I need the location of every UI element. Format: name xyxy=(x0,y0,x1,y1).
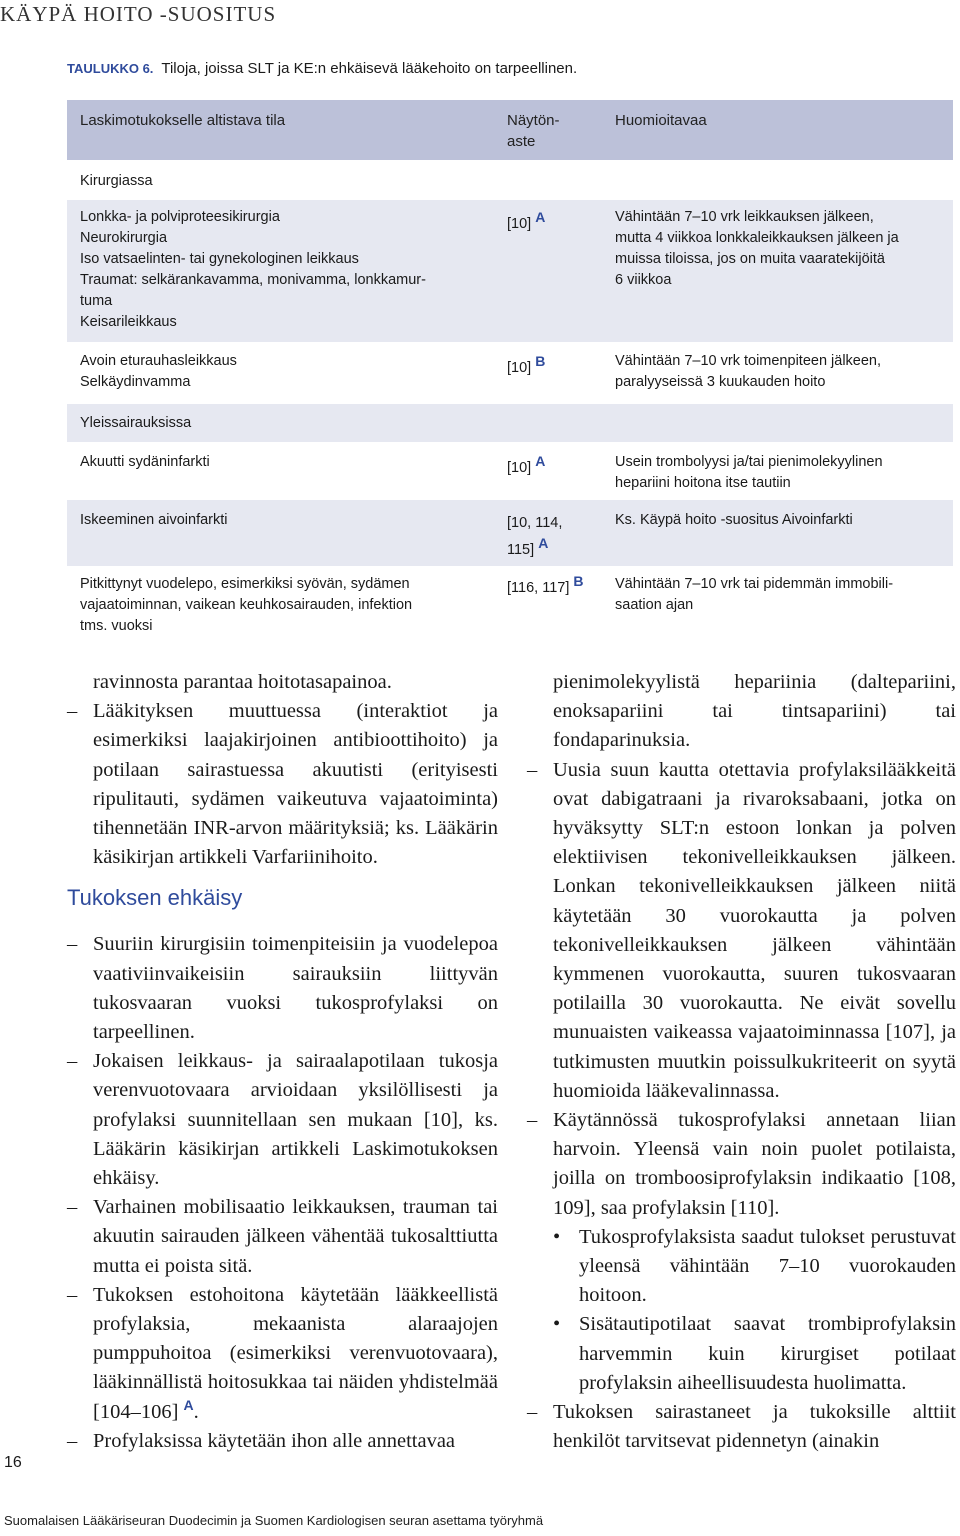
row5-condition xyxy=(80,574,490,637)
table-row xyxy=(67,200,953,342)
cell-line: mutta 4 viikkoa lonkkaleikkauksen jälkeen ja xyxy=(615,230,899,246)
dash-item xyxy=(67,1281,498,1427)
row5-notes xyxy=(615,574,945,616)
dash-item: – Jokaisen leikkaus- ja sairaalapotilaan tukosja verenvuotovaara arvioidaan yksilöllisesti ja profylaksi suunnitellaan sen mukaan [10], ks. Lääkärin käsikirjan artikkeli Laskimotukoksen ehkäisy. xyxy=(67,1047,498,1193)
page-footer: Suomalaisen Lääkäriseuran Duodecimin ja Suomen Kardiologisen seuran asettama työryhmä xyxy=(4,1513,544,1528)
table-caption-text: Tiloja, joissa SLT ja KE:n ehkäisevä lääkehoito on tarpeellinen. xyxy=(161,60,578,77)
cell-line: Vähintään 7–10 vrk tai pidemmän immobili- xyxy=(615,576,894,592)
table-caption-label: TAULUKKO 6. xyxy=(67,61,154,76)
row3-condition xyxy=(80,452,490,473)
header-evidence-line1: Näytön- xyxy=(507,112,560,129)
section-general xyxy=(67,404,953,442)
cell-line: Keisarileikkaus xyxy=(80,314,177,330)
evidence-ref: 115] xyxy=(507,542,535,558)
paragraph: pienimolekyylistä hepariinia (daltepariini, enoksapariini tai tintsapariini) tai fondaparinuksia. xyxy=(553,671,956,752)
row2-evidence xyxy=(507,353,607,379)
evidence-grade: B xyxy=(535,353,546,370)
cell-line: Lonkka- ja polviproteesikirurgia xyxy=(80,209,280,225)
cell-line: Pitkittynyt vuodelepo, esimerkiksi syövän, sydämen xyxy=(80,576,410,592)
dash-item-end: . xyxy=(193,1400,199,1423)
table-row xyxy=(67,566,953,640)
row1-condition xyxy=(80,207,490,333)
header-notes: Huomioitavaa xyxy=(615,112,707,129)
evidence-grade: A xyxy=(535,453,546,470)
row4-notes xyxy=(615,510,945,531)
dash-item: – Lääkityksen muuttuessa (interaktiot ja esimerkiksi laajakirjoinen antibioottihoito) ja potilaan sairastuessa akuutisti (erityisesti ripulitauti, sydämen vaikeutuva vajaatoiminta) tihennetään INR-arvon määrityksiä; ks. Lääkärin käsikirjan artikkeli Varfariinihoito. xyxy=(67,697,498,872)
cell-line: Neurokirurgia xyxy=(80,230,168,246)
running-header: KÄYPÄ HOITO -SUOSITUS xyxy=(0,2,277,26)
evidence-grade: A xyxy=(538,535,549,552)
cell-line: Iso vatsaelinten- tai gynekologinen leikkaus xyxy=(80,251,359,267)
evidence-grade: A xyxy=(535,209,546,226)
row4-condition xyxy=(80,510,490,531)
row4-evidence xyxy=(507,510,607,564)
evidence-ref: [116, 117] xyxy=(507,580,570,596)
cell-line: Vähintään 7–10 vrk leikkauksen jälkeen, xyxy=(615,209,874,225)
table-caption xyxy=(67,60,947,77)
section-general-label: Yleissairauksissa xyxy=(80,415,192,431)
recommendation-table xyxy=(67,100,953,640)
row1-evidence xyxy=(507,209,607,235)
evidence-ref: [10] xyxy=(507,216,532,232)
cell-line: hepariini hoitona itse tautiin xyxy=(615,475,791,491)
cell-line: muissa tiloissa, jos on muita vaaratekijöitä xyxy=(615,251,885,267)
section-surgery xyxy=(67,160,953,200)
body-column-left xyxy=(67,668,498,1456)
header-condition: Laskimotukokselle altistava tila xyxy=(80,112,286,129)
bullet-item: • Sisätautipotilaat saavat trombiprofylaksin harvemmin kuin kirurgiset potilaat profylaksin aiheellisuudesta huolimatta. xyxy=(527,1310,956,1398)
cell-line: Ks. Käypä hoito -suositus Aivoinfarkti xyxy=(615,512,853,528)
row3-evidence xyxy=(507,453,607,479)
cell-line: paralyyseissä 3 kuukauden hoito xyxy=(615,374,826,390)
cell-line: saation ajan xyxy=(615,597,694,613)
header-evidence xyxy=(507,110,607,152)
paragraph: ravinnosta parantaa hoitotasapainoa. xyxy=(93,671,392,693)
page-number: 16 xyxy=(4,1454,22,1471)
evidence-ref: [10] xyxy=(507,360,532,376)
cell-line: Traumat: selkärankavamma, monivamma, lonkkamur- xyxy=(80,272,426,288)
evidence-ref: [10] xyxy=(507,460,532,476)
cell-line: Selkäydinvamma xyxy=(80,374,191,390)
dash-item: – Tukoksen sairastaneet ja tukoksille alttiit henkilöt tarvitsevat pidennetyn (ainakin xyxy=(527,1398,956,1456)
section-surgery-label: Kirurgiassa xyxy=(80,173,153,189)
dash-item: – Profylaksissa käytetään ihon alle annettavaa xyxy=(67,1427,498,1456)
row2-condition xyxy=(80,351,490,393)
dash-item: – Varhainen mobilisaatio leikkauksen, trauman tai akuutin sairauden jälkeen vähentää tukosalttiutta mutta ei poista sitä. xyxy=(67,1193,498,1281)
dash-item: – Käytännössä tukosprofylaksi annetaan liian harvoin. Yleensä vain noin puolet potilaista, joilla on tromboosiprofylaksin indikaatio [108, 109], saa profylaksin [110]. xyxy=(527,1106,956,1223)
table-row xyxy=(67,500,953,566)
bullet-item: • Tukosprofylaksista saadut tulokset perustuvat yleensä vähintään 7–10 vuorokauden hoitoon. xyxy=(527,1223,956,1311)
cell-line: tms. vuoksi xyxy=(80,618,153,634)
dash-item-text: Tukoksen estohoitona käytetään lääkkeellistä profylaksia, mekaanista alaraajojen pumppuhoitoa (esimerkiksi verenvuotovaara), lääkinnällistä hoitosukkaa tai näiden yhdistelmää [104–106] xyxy=(93,1283,498,1423)
header-evidence-line2: aste xyxy=(507,133,536,150)
dash-item: – Suuriin kirurgisiin toimenpiteisiin ja vuodelepoa vaativiinvaikeisiin sairauksiin liittyvän tukosvaaran vuoksi tukosprofylaksi on tarpeellinen. xyxy=(67,930,498,1047)
evidence-grade: A xyxy=(183,1396,194,1413)
table-row xyxy=(67,442,953,500)
cell-line: Akuutti sydäninfarkti xyxy=(80,454,210,470)
row2-notes xyxy=(615,351,945,393)
row1-notes xyxy=(615,207,945,291)
cell-line: Avoin eturauhasleikkaus xyxy=(80,353,237,369)
cell-line: vajaatoiminnan, vaikean keuhkosairauden, infektion xyxy=(80,597,413,613)
body-column-right xyxy=(527,668,956,1456)
table-row xyxy=(67,342,953,404)
section-heading: Tukoksen ehkäisy xyxy=(67,885,243,911)
cell-line: Iskeeminen aivoinfarkti xyxy=(80,512,228,528)
row3-notes xyxy=(615,452,945,494)
row5-evidence xyxy=(507,573,617,599)
cell-line: Usein trombolyysi ja/tai pienimolekyylinen xyxy=(615,454,883,470)
table-header-row xyxy=(67,100,953,160)
cell-line: 6 viikkoa xyxy=(615,272,672,288)
dash-item: – Uusia suun kautta otettavia profylaksilääkkeitä ovat dabigatraani ja rivaroksabaani, jotka on hyväksytty SLT:n estoon lonkan ja polven elektiivisen tekonivelleikkauksen jälkeen. Lonkan tekonivelleikkauksen jälkeen niitä käytetään 30 vuorokautta ja polven tekonivelleikkauksen jälkeen vähintään kymmenen vuorokautta, suuren tukosvaaran potilailla 30 vuorokautta. Ne eivät sovellu munuaisten vaikeassa vajaatoiminnassa [107], ja tutkimusten muutkin poissulkukriteerit on syytä huomioida lääkevalinnassa. xyxy=(527,756,956,1106)
evidence-ref: [10, 114, xyxy=(507,515,563,531)
evidence-grade: B xyxy=(573,573,584,590)
cell-line: tuma xyxy=(80,293,113,309)
cell-line: Vähintään 7–10 vrk toimenpiteen jälkeen, xyxy=(615,353,882,369)
